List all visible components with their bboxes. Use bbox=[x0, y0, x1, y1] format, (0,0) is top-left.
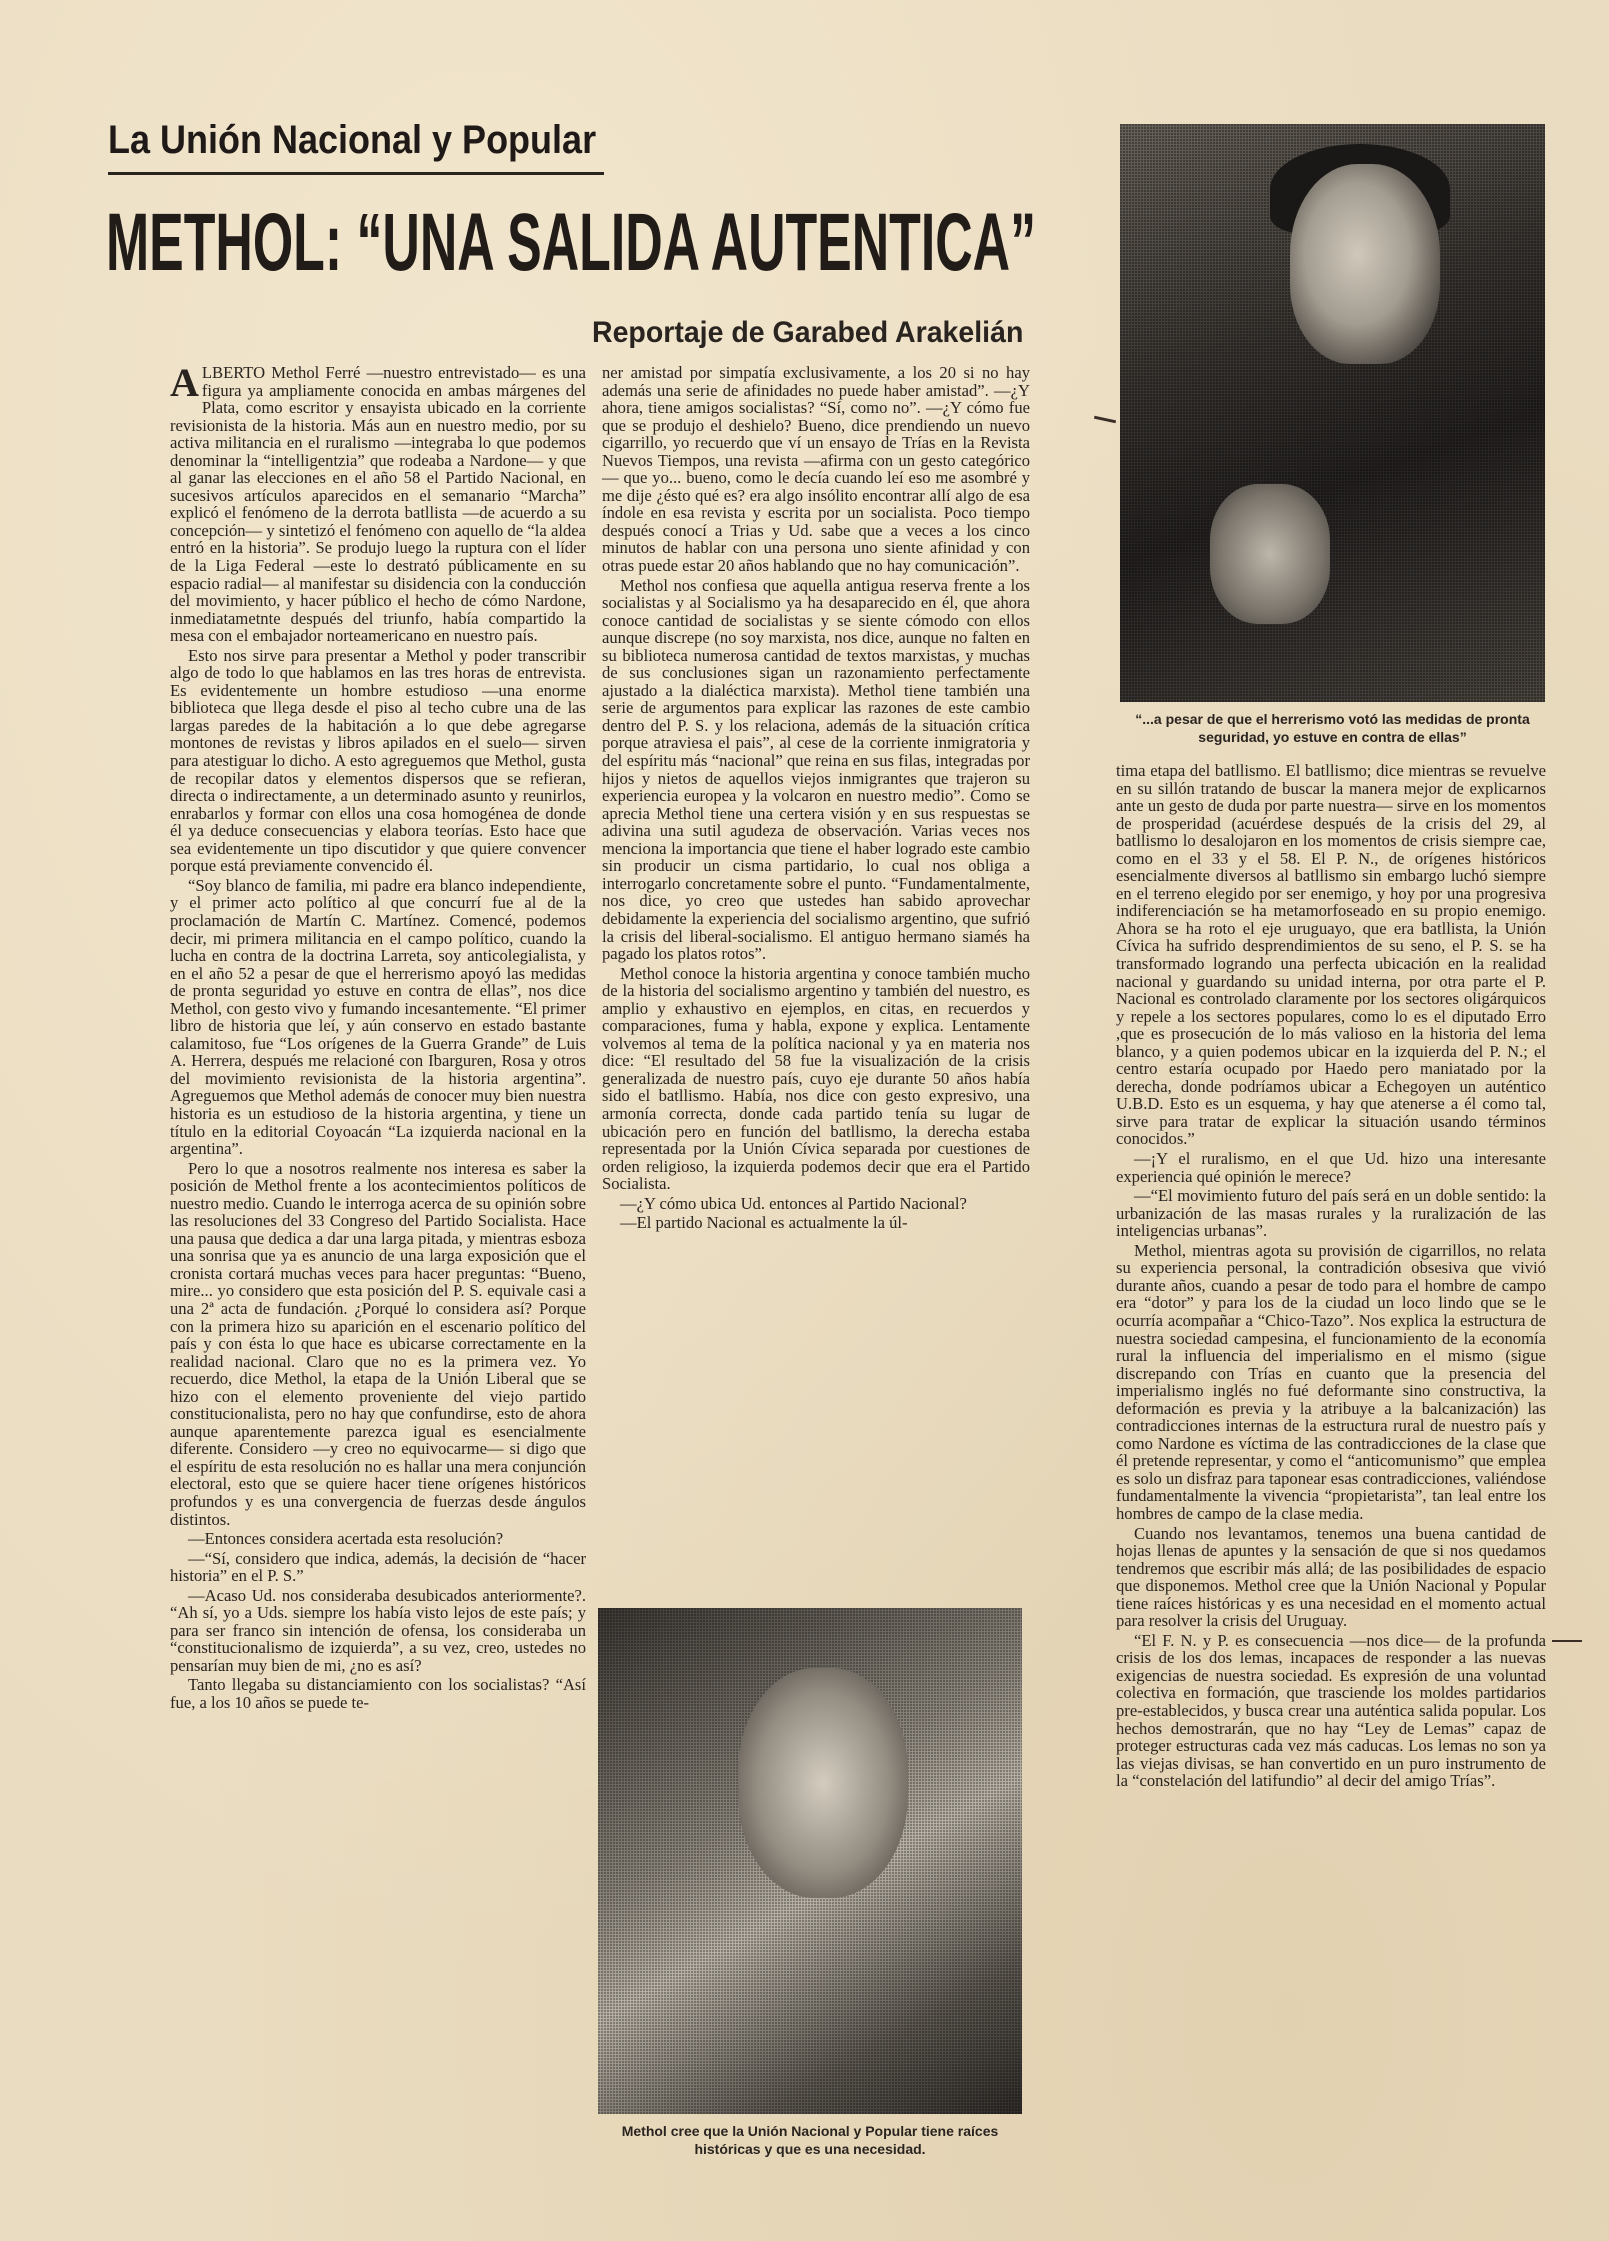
photo-hand bbox=[1210, 484, 1330, 624]
article-paragraph: —El partido Nacional es actualmente la úl- bbox=[620, 1213, 908, 1233]
article-paragraph: “El F. N. y P. es consecuencia —nos dice— de la profunda crisis de los dos lemas, incapaces de responder a las nuevas exigencias de nuestra sociedad. Es expresión de una voluntad colectiva en formación, que trasciende los moldes partidarios pre-establecidos, y busca crear una auténtica salida popular. Los hechos demostrarán, que no hay “Ley de Lemas” capaz de proteger estructuras cada vez más caducas. Los lemas no son ya las viejas divisas, se han convertido en un puro instrumento de la “constelación del latifundio” al decir del amigo Trías”. bbox=[1116, 1630, 1546, 1791]
article-paragraph: Esto nos sirve para presentar a Methol y poder transcribir algo de todo lo que hablamos en las tres horas de entrevista. Es evidentemente un hombre estudioso —una enorme biblioteca que llega desde el piso al techo cubre una de las largas paredes de la habitación a lo que debe agregarse montones de revistas y libros apilados en el suelo— sirven para atestiguar lo dicho. A esto agreguemos que Methol, gusta de recopilar datos y elementos dispersos que se refieran, directa o indirectamente, a un determinado asunto y reunirlos, enrabarlos y formar con ellos una cosa homogénea de donde él ya deduce consecuencias y elabora teorías. Esto hace que sea evidentemente un tipo discutidor y que quiere convencer porque está previamente convencido él. bbox=[170, 645, 586, 876]
article-paragraph: Methol conoce la historia argentina y conoce también mucho de la historia del socialismo argentino y también del nuestro, es amplio y exhaustivo en ejemplos, en citas, en recuerdos y comparaciones, fuma y habla, expone y explica. Lentamente volvemos al tema de la política nacional y ya en materia nos dice: “El resultado del 58 fue la visualización de la crisis generalizada de nuestro país, cuyo eje durante 50 años había sido el batllismo. Había, nos dice con gesto expresivo, una armonía correcta, donde cada partido tenía su lugar de ubicación pero en función del batllismo, la derecha estaba representada por la Unión Cívica separada por cuestiones de orden religioso, la izquierda podemos decir que era el Partido Socialista. bbox=[602, 963, 1030, 1194]
article-paragraph: —“Sí, considero que indica, además, la decisión de “hacer historia” en el P. S.” bbox=[170, 1548, 586, 1586]
portrait-caption: “...a pesar de que el herrerismo votó las medidas de pronta seguridad, yo estuve en contra de ellas” bbox=[1135, 711, 1530, 745]
drop-cap: A bbox=[170, 360, 199, 405]
article-paragraph bbox=[170, 360, 586, 646]
article-paragraph: —¿Y cómo ubica Ud. entonces al Partido Nacional? bbox=[620, 1193, 967, 1213]
interview-photo-caption: Methol cree que la Unión Nacional y Popular tiene raíces históricas y que es una necesidad. bbox=[621, 2123, 999, 2157]
article-paragraph: Tanto llegaba su distanciamiento con los socialistas? “Así fue, a los 10 años se puede te- bbox=[170, 1675, 586, 1713]
photo-figure bbox=[738, 1668, 908, 1898]
article-paragraph: Methol nos confiesa que aquella antigua reserva frente a los socialistas y al Socialismo ya ha desaparecido en él, que ahora conoce cantidad de socialistas y se siente cómodo con ellos aunque discrepe (no soy marxista, nos dice, aunque no falten en su biblioteca numerosa cantidad de textos marxistas, y muchas de sus conclusiones sigan un razonamiento perfectamente ajustado a la dialéctica marxista). Methol tiene también una serie de argumentos para explicar las razones de este cambio dentro del P. S. y los relaciona, además de la situación crítica porque atraviesa el pais”, al cese de la corriente inmigratoria y del espíritu más “nacional” que reina en sus filas, integradas por hijos y nietos de aquellos viejos inmigrantes que trajeron su experiencia europea y la volcaron en nuestro medio”. Como se aprecia Methol tiene una certera visión y en sus respuestas se adivina una sutil agudeza de observación. Varias veces nos menciona la importancia que tiene el haber logrado este cambio sin producir un cisma partidario, lo cual nos obliga a interrogarlo concretamente sobre el punto. “Fundamentalmente, nos dice, yo creo que ustedes han sabido aprovechar debidamente la experiencia del socialismo argentino, que sufrió la crisis del liberal-socialismo. El antiguo hermano siamés ha pagado los platos rotos”. bbox=[602, 575, 1030, 964]
kicker-underline bbox=[108, 172, 604, 175]
paragraph-text: LBERTO Methol Ferré —nuestro entrevistado— es una figura ya ampliamente conocida en ambas márgenes del Plata, como escritor y ensayista ubicado en la corriente revisionista de la historia. Más aun en nuestro medio, por su activa militancia en el ruralismo —integraba lo que podemos denominar la “intelligentzia” que rodeaba a Nardone— y que al ganar las elecciones en el año 58 el Partido Nacional, en sucesivos artículos aparecidos en el semanario “Marcha” explicó el fenómeno de la derrota batllista —de acuerdo a su concepción— y sintetizó el fenómeno con aquello de “la aldea entró en la historia”. Se produjo luego la ruptura con el líder de la Liga Federal —este lo destrató públicamente en su espacio radial— al manifestar su disidencia con la conducción del movimiento, y hacer público el hecho de cómo Nardone, inmediatametnte después del triunfo, había compartido la mesa con el embajador norteamericano en nuestro país. bbox=[170, 363, 586, 646]
article-column-3 bbox=[1116, 762, 1546, 1792]
article-paragraph: “Soy blanco de familia, mi padre era blanco independiente, y el primer acto político al que concurrí fue al de la proclamación de Martín C. Martínez. Comencé, podemos decir, mi primera militancia en el campo político, cuando la lucha en contra de la doctrina Larreta, soy anticolegialista, y en el año 52 a pesar de que el herrerismo apoyó las medidas de pronta seguridad yo estuve en contra de ellas”, nos dice Methol, con gesto vivo y fumando incesantemente. “El primer libro de historia que leí, y aún conservo en estado bastante calamitoso, fue “Los orígenes de la Guerra Grande” de Luis A. Herrera, después me relacioné con Ibarguren, Rosa y otros del movimiento revisionista de la historia argentina”. Agreguemos que Methol además de conocer muy bien nuestra historia es un estudioso de la historia argentina, y tiene un título en la editorial Coyoacán “La izquierda nacional en la argentina”. bbox=[170, 875, 586, 1159]
interview-photo bbox=[598, 1608, 1022, 2114]
article-paragraph: —¡Y el ruralismo, en el que Ud. hizo una interesante experiencia qué opinión le merece? bbox=[1116, 1149, 1546, 1186]
article-paragraph: ner amistad por simpatía exclusivamente, a los 20 si no hay además una serie de afinidades no puede haber amistad”. —¿Y ahora, tiene amigos socialistas? “Sí, como no”. —¿Y cómo fue que se produjo el deshielo? Bueno, dice prendiendo un nuevo cigarrillo, yo recuerdo que ví un ensayo de Trías en la Revista Nuevos Tiempos, una revista —afirma con un gesto categórico— que yo... bueno, como le decía cuando leí eso me asombré y me dije ¿ésto qué es? era algo insólito encontrar allí algo de esa índole en esa revista y escrita por un socialista. Poco tiempo después conocí a Trias y Ud. sabe que a veces a los cinco minutos de hablar con una persona uno siente afinidad y con otras puede estar 20 años hablando que no hay comunicación”. bbox=[602, 363, 1030, 576]
article-paragraph: Pero lo que a nosotros realmente nos interesa es saber la posición de Methol frente a los acontecimientos políticos de nuestro medio. Cuando le interroga acerca de su opinión sobre las resoluciones del 33 Congreso del Partido Socialista. Hace una pausa que dedica a dar una larga pitada, y mientras esboza una sonrisa que ya es anuncio de una larga exposición que el cronista cortará muchas veces para hacer preguntas: “Bueno, mire... yo considero que esta posición del P. S. equivale casi a una 2ª acta de fundación. ¿Porqué lo considera así? Porque con la primera hizo su aparición en el escenario político del país y con ésta lo que hace es ubicarse correctamente en la realidad nacional. Claro que no es la primera vez. Yo recuerdo, dice Methol, la etapa de la Unión Liberal que se hizo con el elemento proveniente del viejo partido constitucionalista, pero no hay que confundirse, esto de ahora aunque aparentemente parezca igual es esencialmente diferente. Considero —y creo no equivocarme— si digo que el espíritu de esta resolución no es hallar una mera conjunción electoral, esto que se quiere hacer tiene orígenes históricos profundos y es una convergencia de fuerzas desde ángulos distintos. bbox=[170, 1158, 586, 1529]
ink-mark bbox=[1552, 1640, 1582, 1642]
article-paragraph: —Acaso Ud. nos consideraba desubicados anteriormente?. “Ah sí, yo a Uds. siempre los había visto lejos de este país; y para ser franco sin intención de ofensa, los consideraba un “constitucionalismo de izquierda”, a su vez, creo, ustedes no pensarían muy bien de mi, ¿no es así? bbox=[170, 1585, 586, 1675]
article-paragraph: Methol, mientras agota su provisión de cigarrillos, no relata su experiencia personal, la contradición obsesiva que vivió durante años, cuando a pesar de todo para el hombre de campo era “dotor” y para los de la ciudad un loco lindo que se le ocurría acompañar a “Chico-Tazo”. Nos explica la estructura de nuestra sociedad campesina, el funcionamiento de la economía rural la influencia del imperialismo en el mismo (sigue discrepando con Trías en cuanto que la presencia del imperialismo inglés no fué deformante sino constructiva, la deformación es previa y la atribuye a la balcanización) las contradicciones internas de la estructura rural de nuestro país y como Nardone es víctima de las contradicciones de la clase que él pretende representar, y como el “anticomunismo” que emplea es solo un disfraz para taponear esas contradicciones, valiéndose fundamentalmente la vivencia “propietarista”, tan leal entre los hombres de campo de la clase media. bbox=[1116, 1240, 1546, 1523]
article-paragraph: —Entonces considera acertada esta resolución? bbox=[188, 1529, 504, 1549]
photo-face bbox=[1290, 164, 1440, 364]
article-column-2 bbox=[602, 364, 1030, 1234]
article-column-1 bbox=[170, 360, 586, 1714]
article-byline: Reportaje de Garabed Arakelián bbox=[592, 316, 1024, 349]
article-paragraph: Cuando nos levantamos, tenemos una buena cantidad de hojas llenas de apuntes y la sensación de que si nos quedamos tendremos que escribir más allá; de las posibilidades de espacio que disponemos. Methol cree que la Unión Nacional y Popular tiene raíces históricas y es una necesidad en el momento actual para resolver la crisis del Uruguay. bbox=[1116, 1523, 1546, 1631]
article-paragraph: tima etapa del batllismo. El batllismo; dice mientras se revuelve en su sillón tratando de buscar la manera mejor de explicarnos ante un gesto de duda por parte nuestra— sirve en los momentos de prosperidad (acuérdese después de la crisis del 29, al batllismo lo desalojaron en los momentos de crisis siempre cae, como en el 33 y el 58. El P. N., de orígenes históricos esencialmente diversos al batllismo sin embargo luchó siempre en el terreno elegido por ser enemigo, y hoy por una progresiva indiferenciación se ha metamorfoseado en su propio enemigo. Ahora se ha roto el eje uruguayo, que era batllista, la Unión Cívica ha sufrido desprendimientos de su seno, el P. S. se ha transformado logrando una perfecta ubicación en la realidad nacional y guardando su unidad interna, por otra parte el P. Nacional es controlado claramente por los sectores oligárquicos y repele a los sectores populares, como lo es el diputado Erro ,que es prosecución de lo más valioso en la historia del lema blanco, y a quien podemos ubicar en la izquierda del P. N.; el centro estaría ocupado por Haedo pero maniatado por la derecha, donde podríamos ubicar a Echegoyen un auténtico U.B.D. Esto es un esquema, y hay que atenerse a él como tal, sirve para tratar de explicar la situación usando términos conocidos.” bbox=[1116, 761, 1546, 1149]
section-kicker: La Unión Nacional y Popular bbox=[108, 118, 597, 162]
portrait-photo bbox=[1120, 124, 1545, 702]
article-paragraph: —“El movimiento futuro del país será en un doble sentido: la urbanización de las masas rurales y la ruralización de las inteligencias urbanas”. bbox=[1116, 1186, 1546, 1241]
article-headline: METHOL: “UNA SALIDA AUTENTICA” bbox=[106, 197, 1036, 288]
